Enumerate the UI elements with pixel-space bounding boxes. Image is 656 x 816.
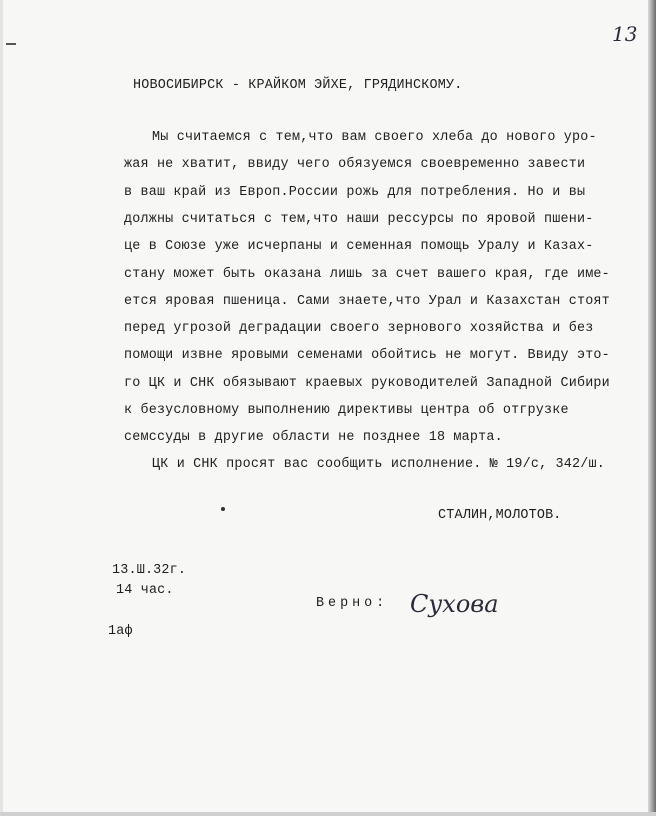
- body-line-10: го ЦК и СНК обязывают краевых руководителей Западной Сибири: [124, 376, 610, 391]
- body-line-4: должны считаться с тем,что наши рессурсы по яровой пшени-: [124, 212, 594, 227]
- body-line-12: семссуды в другие области не позднее 18 марта.: [124, 430, 503, 445]
- signatories: СТАЛИН,МОЛОТОВ.: [438, 508, 562, 523]
- body-line-7: ется яровая пшеница. Сами знаете,что Урал и Казахстан стоят: [124, 294, 610, 309]
- document-date: 13.Ш.32г.: [112, 563, 187, 578]
- reference-code: 1аф: [108, 624, 133, 639]
- body-line-8: перед угрозой деградации своего зернового хозяйства и без: [124, 321, 594, 336]
- ink-speck: [221, 507, 225, 511]
- body-line-2: жая не хватит, ввиду чего обязуемся своевременно завести: [124, 157, 586, 172]
- body-line-6: стану может быть оказана лишь за счет вашего края, где име-: [124, 267, 610, 282]
- body-line-5: це в Союзе уже исчерпаны и семенная помощь Уралу и Казах-: [124, 239, 594, 254]
- verified-label: Верно:: [316, 596, 389, 611]
- verified-signature: Сухова: [410, 590, 499, 618]
- body-line-11: к безусловному выполнению директивы центра об отгрузке: [124, 403, 569, 418]
- page-number: 13: [612, 22, 638, 46]
- body-line-13: ЦК и СНК просят вас сообщить исполнение. № 19/с, 342/ш.: [152, 457, 605, 472]
- body-line-9: помощи извне яровыми семенами обойтись не могут. Ввиду это-: [124, 348, 610, 363]
- margin-mark: [6, 43, 16, 45]
- page-right-edge-shadow: [648, 0, 656, 816]
- addressee-header: НОВОСИБИРСК - КРАЙКОМ ЭЙХЕ, ГРЯДИНСКОМУ.: [133, 78, 463, 93]
- body-line-1: Мы считаемся с тем,что вам своего хлеба до нового уро-: [152, 130, 597, 145]
- document-time: 14 час.: [116, 583, 174, 598]
- page-left-edge: [0, 0, 3, 816]
- body-line-3: в ваш край из Европ.России рожь для потребления. Но и вы: [124, 185, 586, 200]
- page-bottom-edge: [0, 812, 656, 816]
